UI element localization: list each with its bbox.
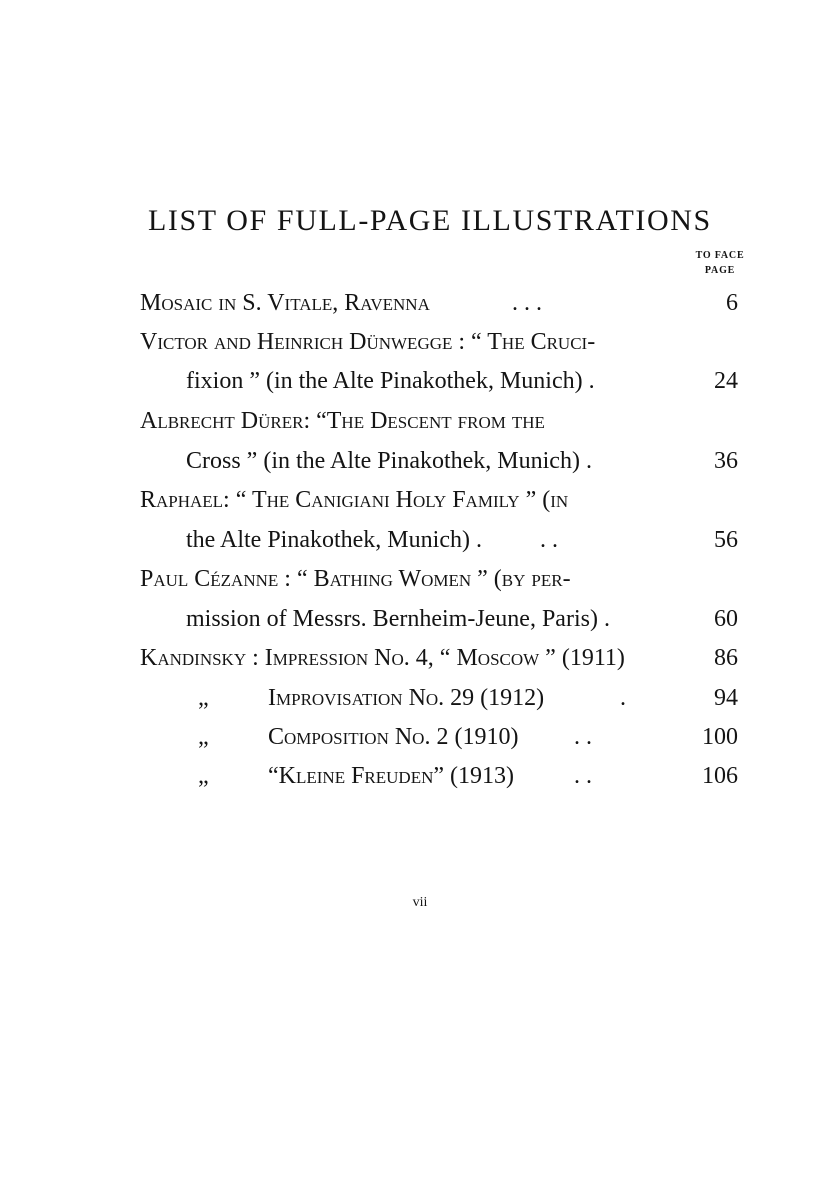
entry-title: Cross ” (in the Alte Pinakothek, Munich) . <box>186 448 592 474</box>
entry-title: Albrecht Dürer: “The Descent from the <box>140 408 545 434</box>
leader-dots: . . <box>574 724 592 750</box>
entry-title: Kandinsky : Impression No. 4, “ Moscow ” (1911) <box>140 645 625 671</box>
page-title: LIST OF FULL-PAGE ILLUSTRATIONS <box>148 204 712 237</box>
list-item-continuation <box>0 448 840 482</box>
page-number: 106 <box>702 763 738 789</box>
list-item <box>0 329 840 363</box>
list-item <box>0 724 840 758</box>
page-number: 6 <box>726 290 738 316</box>
entry-title: Paul Cézanne : “ Bathing Women ” (by per- <box>140 566 571 592</box>
page-number: 100 <box>702 724 738 750</box>
entry-title: Improvisation No. 29 (1912) <box>268 685 545 711</box>
page-folio: vii <box>412 895 428 910</box>
list-item-continuation <box>0 527 840 561</box>
ditto-mark: „ <box>198 685 209 711</box>
entry-title: Composition No. 2 (1910) <box>268 724 519 750</box>
entry-title: fixion ” (in the Alte Pinakothek, Munich) . <box>186 368 595 394</box>
list-item <box>0 645 840 679</box>
leader-dots: . . <box>574 763 592 789</box>
entry-title: “Kleine Freuden” (1913) <box>268 763 514 789</box>
list-item <box>0 763 840 797</box>
ditto-mark: „ <box>198 763 209 789</box>
leader-dots: . . . <box>512 290 542 316</box>
list-item <box>0 566 840 600</box>
list-item <box>0 290 840 324</box>
column-head-to-face: TO FACE <box>695 250 745 261</box>
column-head-page: PAGE <box>704 265 736 276</box>
entry-title: Raphael: “ The Canigiani Holy Family ” (in <box>140 487 569 513</box>
entry-title: Mosaic in S. Vitale, Ravenna <box>140 290 430 316</box>
list-item-continuation <box>0 606 840 640</box>
list-item-continuation <box>0 368 840 402</box>
leader-dots: . . <box>540 527 558 553</box>
ditto-mark: „ <box>198 724 209 750</box>
page-number: 86 <box>714 645 738 671</box>
list-item <box>0 685 840 719</box>
leader-dots: . <box>620 685 626 711</box>
entry-title: Victor and Heinrich Dünwegge : “ The Cruci- <box>140 329 596 355</box>
entry-title: the Alte Pinakothek, Munich) . <box>186 527 482 553</box>
list-item <box>0 408 840 442</box>
entry-title: mission of Messrs. Bernheim-Jeune, Paris) . <box>186 606 610 632</box>
page-number: 60 <box>714 606 738 632</box>
page-number: 94 <box>714 685 738 711</box>
list-item <box>0 487 840 521</box>
page-number: 36 <box>714 448 738 474</box>
page-number: 56 <box>714 527 738 553</box>
page-number: 24 <box>714 368 738 394</box>
